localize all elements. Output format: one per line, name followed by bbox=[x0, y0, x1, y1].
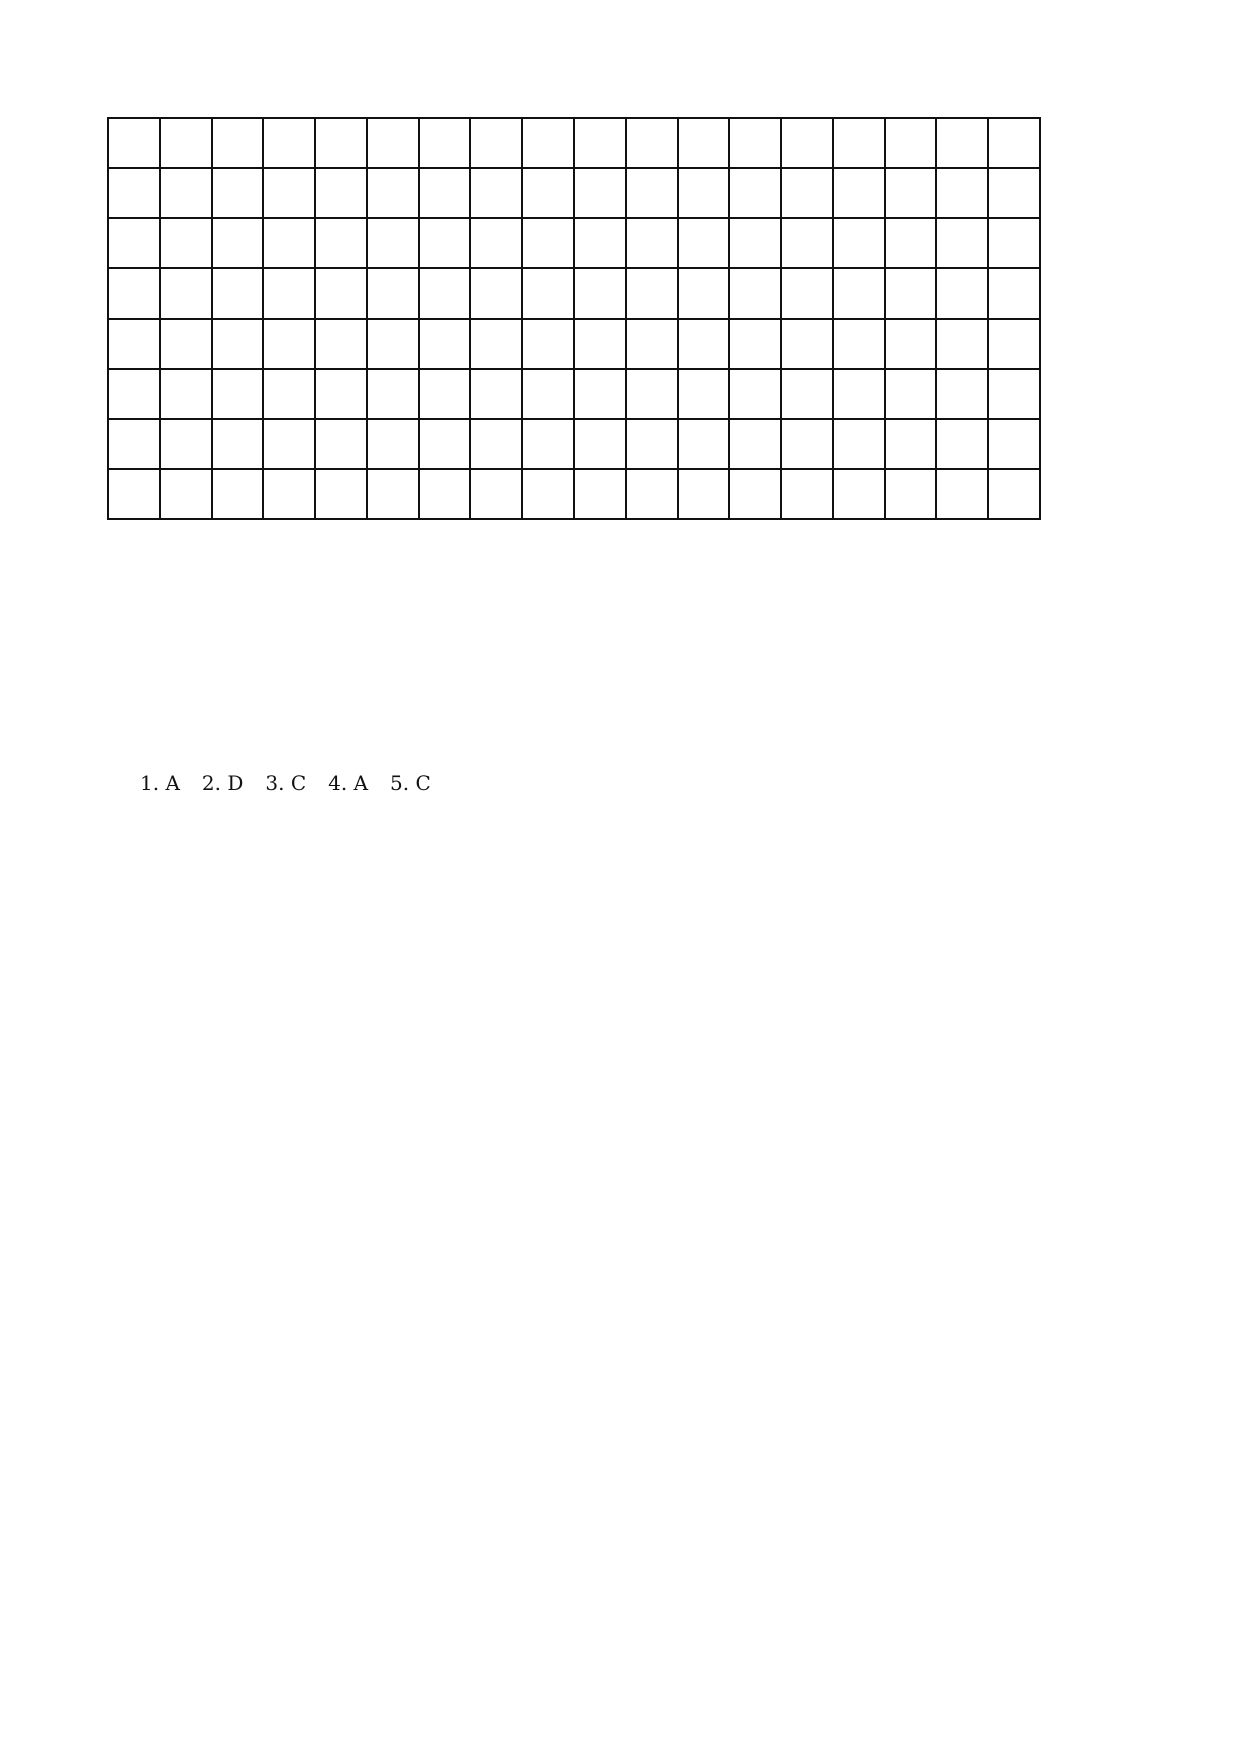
grid-cell bbox=[523, 370, 575, 420]
grid-cell bbox=[886, 420, 938, 470]
grid-cell bbox=[782, 420, 834, 470]
grid-cell bbox=[886, 269, 938, 319]
grid-cell bbox=[834, 219, 886, 269]
grid-cell bbox=[834, 119, 886, 169]
answer-item bbox=[472, 926, 682, 958]
grid-cell bbox=[368, 470, 420, 520]
grid-cell bbox=[834, 420, 886, 470]
grid-cell bbox=[679, 219, 731, 269]
grid-cell bbox=[161, 269, 213, 319]
grid-cell bbox=[937, 320, 989, 370]
grid-cell bbox=[264, 470, 316, 520]
grid-cell bbox=[627, 370, 679, 420]
grid-cell bbox=[679, 420, 731, 470]
grid-cell bbox=[937, 470, 989, 520]
grid-cell bbox=[316, 219, 368, 269]
answer-item bbox=[118, 1587, 502, 1619]
section-3-row bbox=[118, 1052, 1118, 1084]
grid-cell bbox=[989, 370, 1041, 420]
grid-cell bbox=[575, 370, 627, 420]
answer-item bbox=[164, 1052, 440, 1084]
answer-item bbox=[118, 1461, 502, 1493]
grid-cell bbox=[471, 169, 523, 219]
grid-cell bbox=[471, 470, 523, 520]
answer-item bbox=[118, 1524, 502, 1556]
answer-item bbox=[118, 1430, 502, 1462]
grid-cell bbox=[368, 219, 420, 269]
grid-cell bbox=[161, 169, 213, 219]
grid-cell bbox=[782, 320, 834, 370]
grid-cell bbox=[627, 269, 679, 319]
answer-item bbox=[294, 894, 472, 926]
grid-cell bbox=[213, 169, 265, 219]
answer-item bbox=[164, 1146, 440, 1178]
grid-cell bbox=[679, 320, 731, 370]
grid-cell bbox=[937, 119, 989, 169]
grid-cell bbox=[730, 119, 782, 169]
answer-item bbox=[164, 831, 294, 863]
grid-cell bbox=[523, 320, 575, 370]
answer-item bbox=[682, 926, 868, 958]
grid-cell bbox=[782, 219, 834, 269]
grid-cell bbox=[937, 420, 989, 470]
answer-item bbox=[440, 1178, 724, 1210]
writing-grid bbox=[107, 117, 1041, 520]
grid-cell bbox=[730, 219, 782, 269]
section-4-row bbox=[118, 1461, 1118, 1493]
grid-cell bbox=[679, 169, 731, 219]
grid-cell bbox=[627, 119, 679, 169]
answer-item bbox=[164, 1241, 440, 1273]
grid-cell bbox=[264, 320, 316, 370]
answer-item bbox=[440, 1272, 724, 1304]
answer-item bbox=[682, 894, 868, 926]
answer-item bbox=[164, 1020, 440, 1052]
answer-item bbox=[294, 926, 472, 958]
grid-cell bbox=[213, 320, 265, 370]
section-4-row bbox=[118, 1587, 1118, 1619]
answer-item bbox=[118, 1493, 502, 1525]
section-2-row bbox=[118, 894, 1118, 926]
grid-cell bbox=[368, 420, 420, 470]
grid-cell bbox=[109, 119, 161, 169]
grid-cell bbox=[316, 320, 368, 370]
section-4-row bbox=[118, 1524, 1118, 1556]
grid-cell bbox=[989, 420, 1041, 470]
answer-item bbox=[164, 989, 440, 1021]
section-2-rows bbox=[118, 831, 1118, 957]
answer-item bbox=[472, 863, 682, 895]
grid-cell bbox=[523, 219, 575, 269]
grid-cell bbox=[886, 169, 938, 219]
section-3-row bbox=[118, 1304, 1118, 1336]
grid-cell bbox=[368, 320, 420, 370]
answer-item bbox=[440, 1304, 724, 1336]
grid-cell bbox=[937, 269, 989, 319]
grid-cell bbox=[109, 470, 161, 520]
answer-item bbox=[440, 1083, 724, 1115]
grid-cell bbox=[575, 470, 627, 520]
grid-cell bbox=[575, 420, 627, 470]
answer-item bbox=[440, 1052, 724, 1084]
grid-cell bbox=[368, 169, 420, 219]
grid-cell bbox=[989, 269, 1041, 319]
grid-cell bbox=[213, 470, 265, 520]
grid-cell bbox=[316, 169, 368, 219]
answer-item bbox=[164, 926, 294, 958]
grid-cell bbox=[161, 470, 213, 520]
section-3-rows bbox=[118, 989, 1118, 1336]
grid-cell bbox=[471, 320, 523, 370]
section-3-row bbox=[118, 1178, 1118, 1210]
grid-cell bbox=[523, 119, 575, 169]
answer-item bbox=[164, 1304, 440, 1336]
grid-cell bbox=[523, 420, 575, 470]
grid-cell bbox=[213, 420, 265, 470]
grid-cell bbox=[420, 119, 472, 169]
grid-cell bbox=[937, 169, 989, 219]
grid-cell bbox=[782, 169, 834, 219]
grid-cell bbox=[213, 269, 265, 319]
grid-cell bbox=[471, 269, 523, 319]
answer-item bbox=[440, 1209, 724, 1241]
section-3-row bbox=[118, 1020, 1118, 1052]
grid-cell bbox=[264, 119, 316, 169]
grid-cell bbox=[109, 370, 161, 420]
section-3-row bbox=[118, 1146, 1118, 1178]
grid-cell bbox=[834, 470, 886, 520]
grid-cell bbox=[420, 269, 472, 319]
answer-item bbox=[118, 1398, 502, 1430]
answer-item bbox=[118, 1556, 502, 1588]
grid-cell bbox=[627, 320, 679, 370]
answer-item bbox=[440, 1146, 724, 1178]
grid-cell bbox=[523, 269, 575, 319]
grid-cell bbox=[368, 370, 420, 420]
grid-cell bbox=[420, 420, 472, 470]
grid-cell bbox=[575, 119, 627, 169]
grid-cell bbox=[575, 320, 627, 370]
grid-cell bbox=[471, 219, 523, 269]
grid-cell bbox=[420, 370, 472, 420]
grid-cell bbox=[730, 169, 782, 219]
grid-cell bbox=[627, 470, 679, 520]
grid-cell bbox=[834, 269, 886, 319]
grid-cell bbox=[989, 219, 1041, 269]
section-4-row bbox=[118, 1556, 1118, 1588]
grid-cell bbox=[316, 370, 368, 420]
answer-item bbox=[118, 1367, 502, 1399]
grid-cell bbox=[213, 119, 265, 169]
section-1-answer: 5. C bbox=[390, 771, 431, 795]
grid-cell bbox=[730, 269, 782, 319]
answer-item bbox=[472, 831, 682, 863]
answer-item bbox=[440, 1241, 724, 1273]
section-1-answer: 4. A bbox=[328, 771, 369, 795]
grid-cell bbox=[316, 470, 368, 520]
grid-cell bbox=[834, 169, 886, 219]
answer-key bbox=[118, 768, 1118, 1619]
section-4-rows bbox=[118, 1367, 1118, 1619]
section-4-row bbox=[118, 1493, 1118, 1525]
section-1-answer: 1. A bbox=[140, 771, 180, 795]
grid-cell bbox=[316, 269, 368, 319]
grid-cell bbox=[886, 219, 938, 269]
section-1-row bbox=[118, 768, 1118, 800]
answer-item bbox=[164, 1178, 440, 1210]
section-2-row bbox=[118, 831, 1118, 863]
grid-cell bbox=[213, 219, 265, 269]
grid-cell bbox=[730, 320, 782, 370]
section-1-answer: 2. D bbox=[201, 771, 244, 795]
answer-item bbox=[294, 831, 472, 863]
section-3-row bbox=[118, 1083, 1118, 1115]
grid-cell bbox=[109, 420, 161, 470]
section-3-row bbox=[118, 1209, 1118, 1241]
answer-item bbox=[440, 989, 724, 1021]
section-4-row bbox=[118, 1430, 1118, 1462]
grid-cell bbox=[161, 420, 213, 470]
grid-cell bbox=[420, 470, 472, 520]
grid-cell bbox=[109, 169, 161, 219]
answer-item bbox=[164, 894, 294, 926]
grid-cell bbox=[264, 169, 316, 219]
section-2-heading bbox=[118, 800, 1118, 832]
grid-cell bbox=[834, 370, 886, 420]
grid-cell bbox=[420, 320, 472, 370]
grid-cell bbox=[109, 320, 161, 370]
answer-item bbox=[682, 863, 868, 895]
answer-item bbox=[164, 1115, 440, 1147]
answer-item bbox=[164, 1083, 440, 1115]
grid-cell bbox=[937, 370, 989, 420]
grid-cell bbox=[161, 119, 213, 169]
grid-cell bbox=[264, 269, 316, 319]
grid-cell bbox=[730, 370, 782, 420]
section-4-row bbox=[118, 1398, 1118, 1430]
grid-cell bbox=[264, 420, 316, 470]
grid-cell bbox=[523, 470, 575, 520]
grid-cell bbox=[730, 420, 782, 470]
grid-cell bbox=[161, 320, 213, 370]
grid-cell bbox=[316, 420, 368, 470]
answer-item bbox=[164, 1272, 440, 1304]
answer-item bbox=[440, 1020, 724, 1052]
grid-cell bbox=[161, 219, 213, 269]
grid-cell bbox=[368, 269, 420, 319]
grid-cell bbox=[368, 119, 420, 169]
grid-cell bbox=[420, 219, 472, 269]
grid-cell bbox=[989, 320, 1041, 370]
grid-cell bbox=[782, 269, 834, 319]
grid-cell bbox=[679, 269, 731, 319]
answer-item bbox=[164, 1209, 440, 1241]
grid-cell bbox=[109, 219, 161, 269]
section-3-heading bbox=[118, 957, 1118, 989]
grid-cell bbox=[679, 470, 731, 520]
grid-cell bbox=[627, 219, 679, 269]
grid-cell bbox=[989, 169, 1041, 219]
grid-cell bbox=[886, 320, 938, 370]
answer-item bbox=[294, 863, 472, 895]
grid-cell bbox=[471, 370, 523, 420]
section-4-heading bbox=[118, 1335, 1118, 1367]
grid-cell bbox=[627, 169, 679, 219]
grid-cell bbox=[834, 320, 886, 370]
section-3-row bbox=[118, 1272, 1118, 1304]
grid-cell bbox=[989, 470, 1041, 520]
grid-cell bbox=[264, 219, 316, 269]
grid-cell bbox=[161, 370, 213, 420]
answer-item bbox=[440, 1115, 724, 1147]
grid-cell bbox=[886, 470, 938, 520]
grid-cell bbox=[782, 370, 834, 420]
grid-cell bbox=[730, 470, 782, 520]
grid-cell bbox=[471, 420, 523, 470]
grid-cell bbox=[316, 119, 368, 169]
grid-cell bbox=[679, 370, 731, 420]
section-2-row bbox=[118, 926, 1118, 958]
answer-item bbox=[472, 894, 682, 926]
section-3-row bbox=[118, 1241, 1118, 1273]
grid-cell bbox=[679, 119, 731, 169]
section-4-row bbox=[118, 1367, 1118, 1399]
grid-cell bbox=[575, 219, 627, 269]
answer-item bbox=[682, 831, 868, 863]
grid-cell bbox=[420, 169, 472, 219]
grid-cell bbox=[937, 219, 989, 269]
answer-item bbox=[164, 863, 294, 895]
grid-cell bbox=[886, 370, 938, 420]
section-2-row bbox=[118, 863, 1118, 895]
grid-cell bbox=[886, 119, 938, 169]
grid-cell bbox=[627, 420, 679, 470]
section-3-row bbox=[118, 989, 1118, 1021]
grid-cell bbox=[109, 269, 161, 319]
grid-cell bbox=[264, 370, 316, 420]
grid-cell bbox=[523, 169, 575, 219]
grid-cell bbox=[575, 169, 627, 219]
grid-cell bbox=[575, 269, 627, 319]
grid-cell bbox=[782, 470, 834, 520]
section-1-answer: 3. C bbox=[265, 771, 307, 795]
grid-cell bbox=[471, 119, 523, 169]
grid-cell bbox=[782, 119, 834, 169]
grid-cell bbox=[213, 370, 265, 420]
grid-cell bbox=[989, 119, 1041, 169]
section-3-row bbox=[118, 1115, 1118, 1147]
